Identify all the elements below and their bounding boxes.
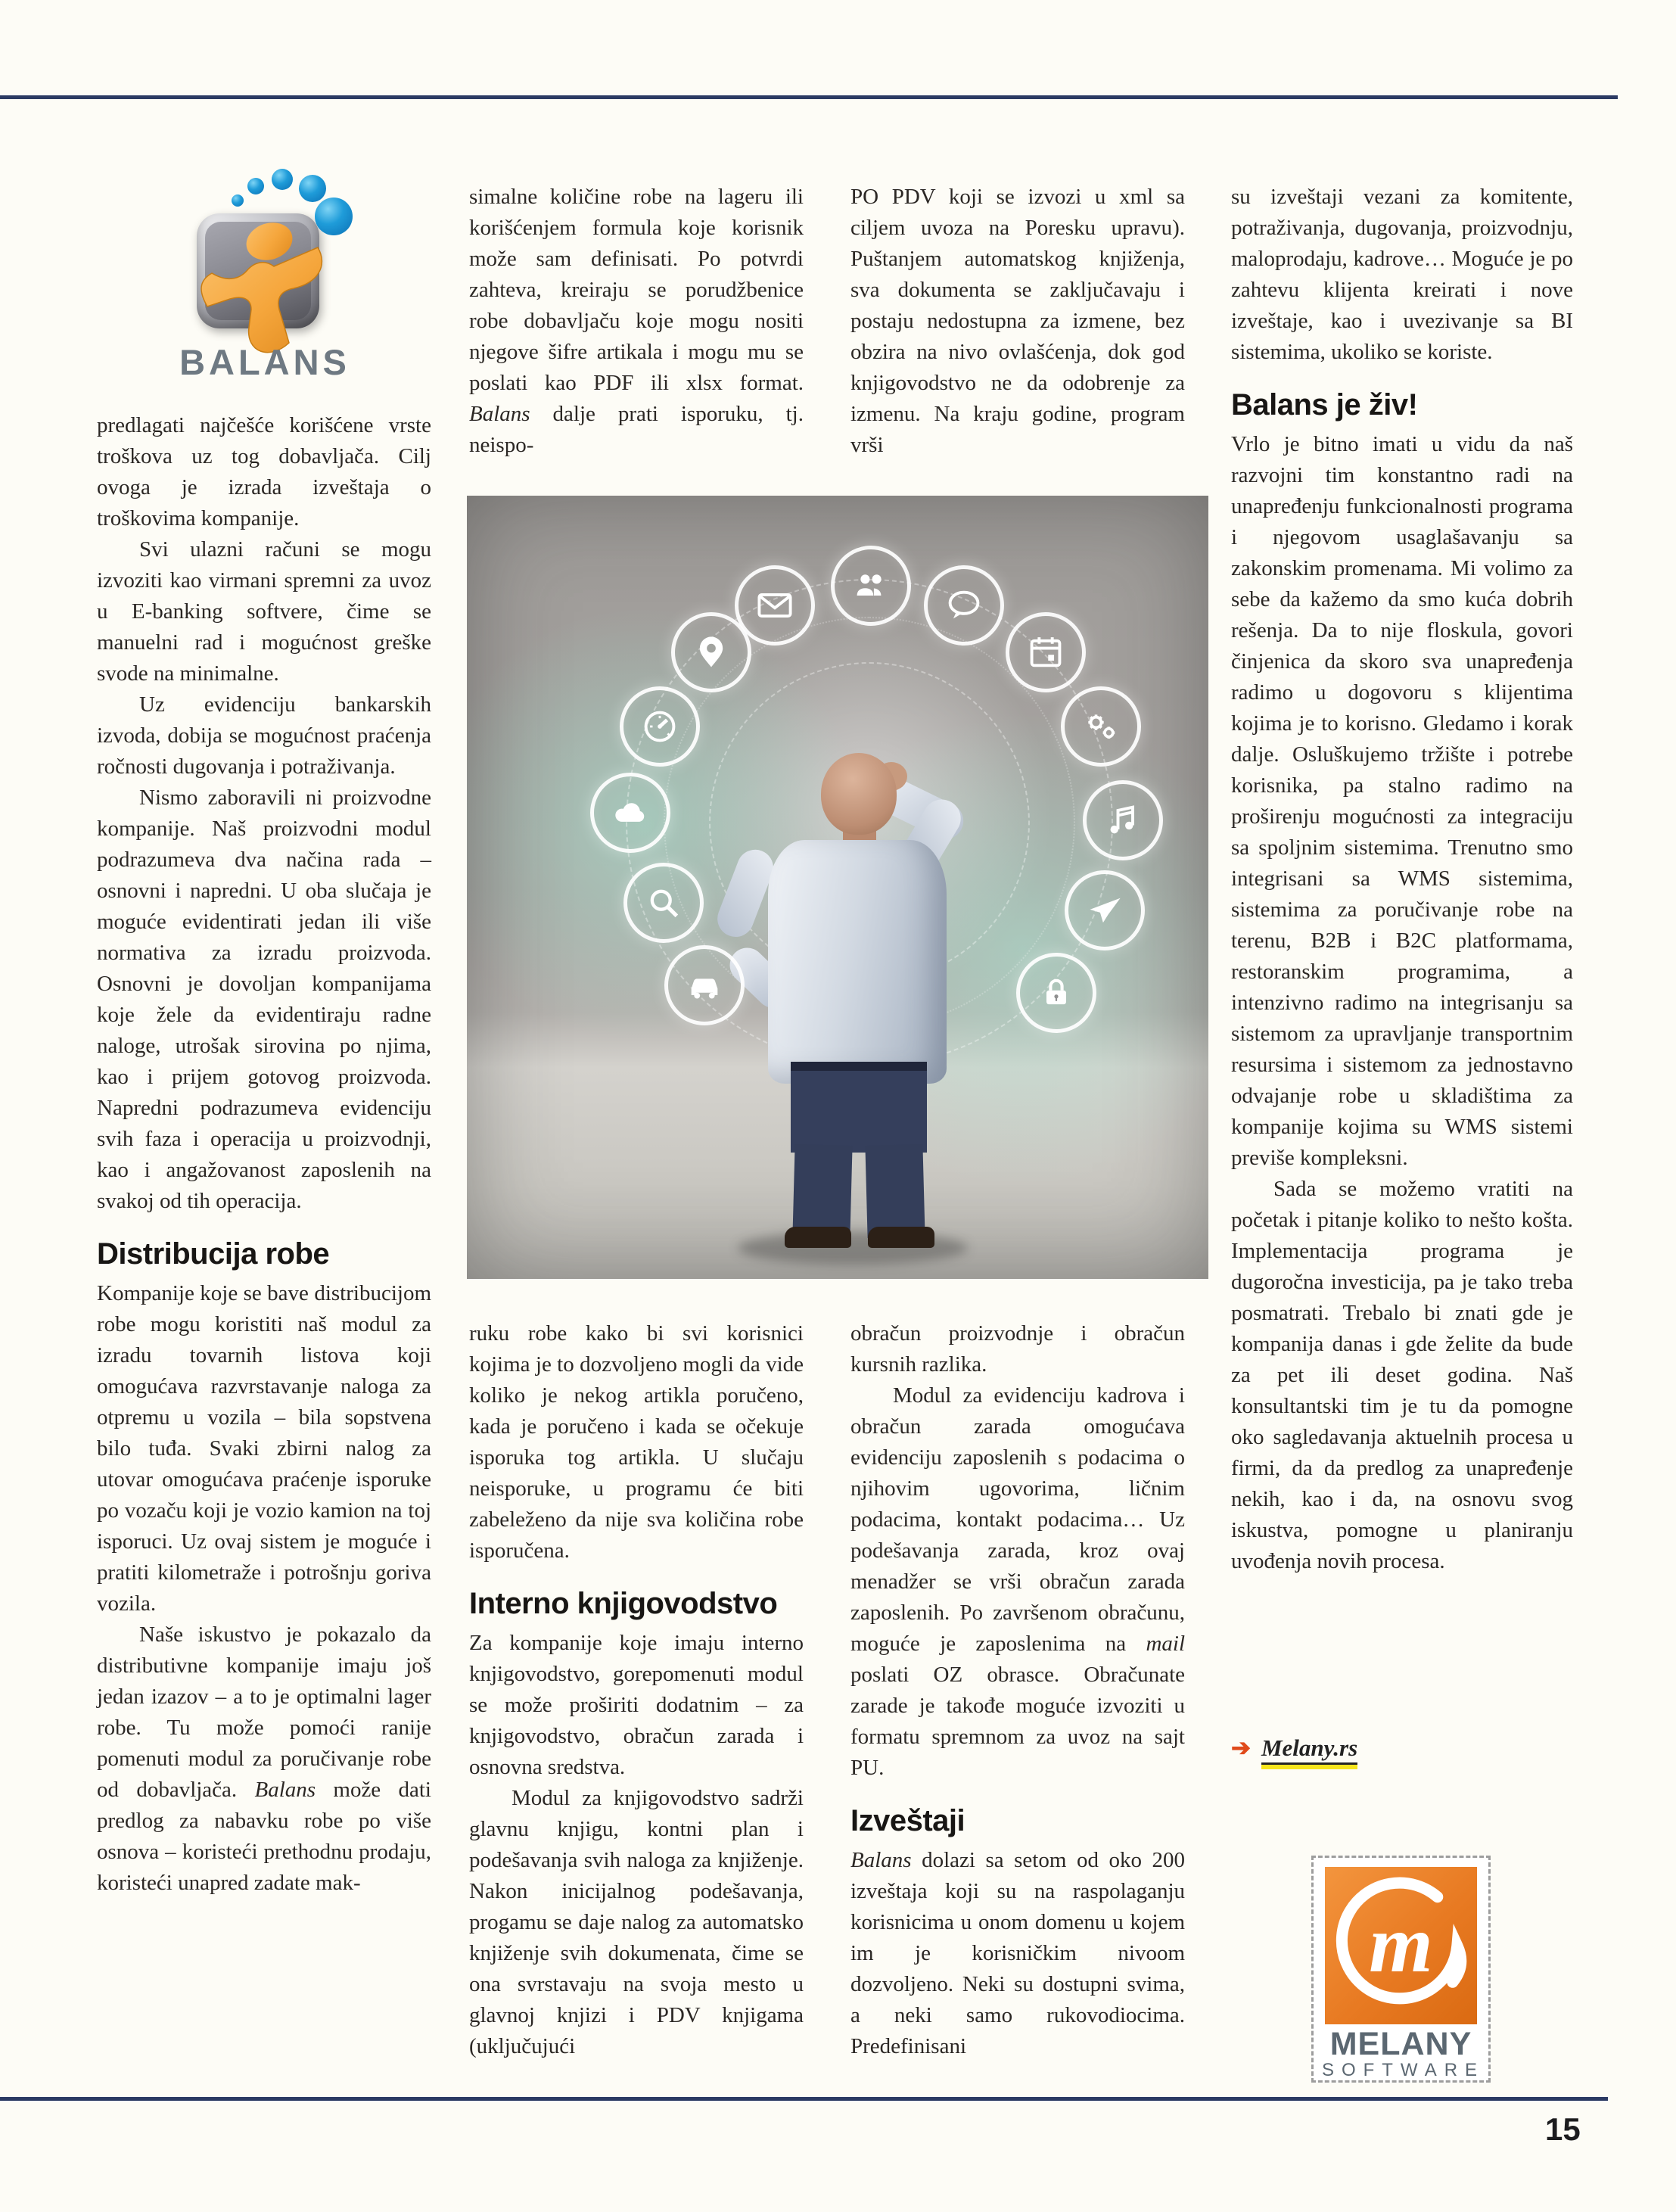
column-4 [1231,182,1573,1577]
column-3-upper [850,182,1185,461]
man-right-shoe [868,1227,934,1248]
paragraph: Naše iskustvo je pokazalo da distributivne kompanije imaju još jedan izazov – a to je optimalni lager robe. Tu može pomoći ranije pomenuti modul za poručivanje robe od dobavljača. Balans može dati predlog za nabavku robe po više osnova – koristeći prethodnu prodaju, koristeći unapred zadate mak- [97,1622,431,1895]
man-left-shoe [785,1227,851,1248]
arrow-icon: ➔ [1231,1734,1251,1761]
top-rule [0,95,1618,99]
speedometer-icon [620,686,700,767]
padlock-icon [1016,953,1096,1033]
car-icon [664,945,745,1025]
chat-bubble-icon [924,565,1004,646]
balans-wordmark: BALANS [179,342,350,382]
man-left-leg [792,1144,852,1238]
man-head [821,753,897,835]
section-heading: Interno knjigovodstvo [469,1587,778,1620]
paragraph: Modul za knjigovodstvo sadrži glavnu knjigu, kontni plan i podešavanja svih naloga za knjiženje. Nakon inicijalnog podešavanja, progamu se daje nalog za automatsko knjiženje svih dokumenata, čime se ona svrstavaju na svoja mesto u glavnoj knjizi i PDV knjigama (uključujući [469,1786,804,2058]
melany-link[interactable] [1231,1734,1357,1762]
melany-logo-tile [1325,1867,1477,2024]
man-pants [791,1071,927,1153]
paragraph: Nismo zaboravili ni proizvodne kompanije. Naš proizvodni modul podrazumeva dva načina rada – osnovni i napredni. U oba slučaja je moguće evidentirati jedan ili više normativa za izradu proizvoda. Osnovni je dovoljan kompanijama koje žele da evidentiraju radne naloge, utrošak sirovina po njima, kao i prijem gotovog proizvoda. Napredni podrazumeva evidenciju svih faza i operacija u proizvodnji, kao i angažovanost zaposlenih na svakoj od tih operacija. [97,786,431,1213]
paragraph: simalne količine robe na lageru ili korišćenjem formula koje korisnik može sam definisati. Po potvrdi zahteva, kreiraju se porudžbenice robe dobavljaču koje mogu nositi njegove šifre artikala i mogu mu se poslati kao PDF ili xlsx format. Balans dalje prati isporuku, tj. neispo- [469,185,804,457]
paragraph: Modul za evidenciju kadrova i obračun zarada omogućava evidenciju zaposlenih s podacima o njihovim ugovorima, ličnim podacima, kontakt podacima… Uz podešavanja zarada, kroz ovaj menadžer se vrši obračun zarada zaposlenih. Po završenom obračunu, moguće je zaposlenima na mail poslati OZ obrasce. Obračunate zarade je takođe moguće izvoziti u formatu spremnom za uvoz na sajt PU. [850,1383,1185,1780]
paragraph: Sada se možemo vratiti na početak i pitanje koliko to nešto košta. Implementacija programa je dugoročna investicija, pa je tako treba posmatrati. Trebalo bi znati gde je kompanija danas i gde želite da bude za pet ili deset godina. Naš konsultantski tim je tu da pomogne oko sagledavanja aktuelnih procesa u firmi, da da predlog za unapređenje nekih, kao i da, na osnovu svog iskustva, pomogne u planiranju uvođenja novih procesa. [1231,1177,1573,1573]
mail-icon [735,565,815,646]
balans-logo [97,157,431,410]
melany-brand-subtitle: SOFTWARE [1321,2060,1485,2080]
man-shirt [768,840,947,1084]
melany-software-logo [1311,1856,1491,2083]
melany-brand-name: MELANY [1329,2026,1472,2062]
column-3-lower [850,1318,1185,2062]
paragraph: Kompanije koje se bave distribucijom robe mogu koristiti naš modul za izradu tovarnih listova koji omogućava razvrstavanje naloga za otpremu u vozila – bila sopstvena bilo tuđa. Svaki zbirni nalog za utovar omogućava praćenje isporuke po vozaču koji je vozio kamion na toj isporuci. Uz ovaj sistem je moguće i pratiti kilometraže i potrošnju goriva vozila. [97,1281,431,1616]
paragraph: Za kompanije koje imaju interno knjigovodstvo, gorepomenuti modul se može proširiti dodatnim – za knjigovodstvo, obračun zarada i osnovna sredstva. [469,1631,804,1779]
man-right-leg [865,1144,925,1238]
paragraph: Uz evidenciju bankarskih izvoda, dobija se mogućnost praćenja ročnosti dugovanja i potraživanja. [97,692,431,779]
calendar-icon [1006,612,1086,692]
magnifier-icon [623,863,704,943]
cloud-icon [590,773,670,853]
bottom-rule [0,2097,1608,2101]
paragraph: obračun proizvodnje i obračun kursnih razlika. [850,1321,1185,1377]
gears-icon [1061,686,1141,767]
paragraph: su izveštaji vezani za komitente, potraživanja, dugovanja, proizvodnju, maloprodaju, kadrove… Moguće je po zahtevu klijenta kreirati i nove izveštaje, kao i uvezivanje sa BI sistemima, ukoliko se koriste. [1231,185,1573,364]
svg-text:m: m [1369,1899,1433,1990]
paragraph: ruku robe kako bi svi korisnici kojima je to dozvoljeno mogli da vide koliko je nekog artikla poručeno, kada je poručeno i kada se očekuje isporuka tog artikla. U slučaju neisporuke, u programu će biti zabeleženo da nije sva količina robe isporučena. [469,1321,804,1563]
column-2-upper [469,182,804,461]
column-1 [97,157,431,1899]
paragraph: predlagati najčešće korišćene vrste troškova uz tog dobavljača. Cilj ovoga je izrada izveštaja o troškovima kompanije. [97,413,431,530]
section-heading: Balans je živ! [1231,388,1418,422]
section-heading: Izveštaji [850,1804,965,1837]
photo-illustration [467,496,1208,1279]
column-2-lower [469,1318,804,2062]
paragraph: Vrlo je bitno imati u vidu da naš razvojni tim konstantno radi na unapređenju funkcionalnosti programa i njegovom usaglašavanju sa zakonskim promenama. Mi volimo za sebe da kažemo da smo kuća dobrih rešenja. Da to nije floskula, govori činjenica da skoro sva unapređenja radimo u dogovoru s klijentima kojima je to korisno. Gledamo i korak dalje. Osluškujemo tržište i potrebe korisnika, pa stalno radimo na proširenju mogućnosti za integraciju sa spoljnim sistemima. Trenutno smo integrisani sa WMS sistemima, sistemima za poručivanje robe na terenu, B2B i B2C platformama, restoranskim programima, a intenzivno radimo na integrisanju sa sistemom za upravljanje transportnim resursima i sistemom za jednostavno odvajanje robe u skladištima za kompanije kojima su WMS sistemi previše kompleksni. [1231,432,1573,1170]
paragraph: Svi ulazni računi se mogu izvoziti kao virmani spremni za uvoz u E-banking softvere, čime se manuelni rad i mogućnost greške svode na minimalne. [97,537,431,686]
melany-link-label[interactable]: Melany.rs [1261,1734,1357,1765]
paragraph: PO PDV koji se izvozi u xml sa ciljem uvoza na Poresku upravu). Puštanjem automatskog knjiženja, sva dokumenta se zaključavaju i postaju nedostupna za izmene, bez obzira na nivo ovlašćenja, dok god knjigovodstvo ne da odobrenje za izmenu. Na kraju godine, program vrši [850,185,1185,457]
page-number: 15 [1545,2111,1581,2147]
people-group-icon [831,546,911,626]
music-note-icon [1083,780,1163,860]
airplane-icon [1065,870,1145,950]
section-heading: Distribucija robe [97,1237,330,1271]
melany-monogram-icon [1325,1867,1477,2024]
paragraph: Balans dolazi sa setom od oko 200 izveštaja koji su na raspolaganju korisnicima u onom domenu u kojem im je korisničkim nivoom dozvoljeno. Neki su dostupni svima, a neki samo rukovodiocima. Predefinisani [850,1848,1185,2058]
